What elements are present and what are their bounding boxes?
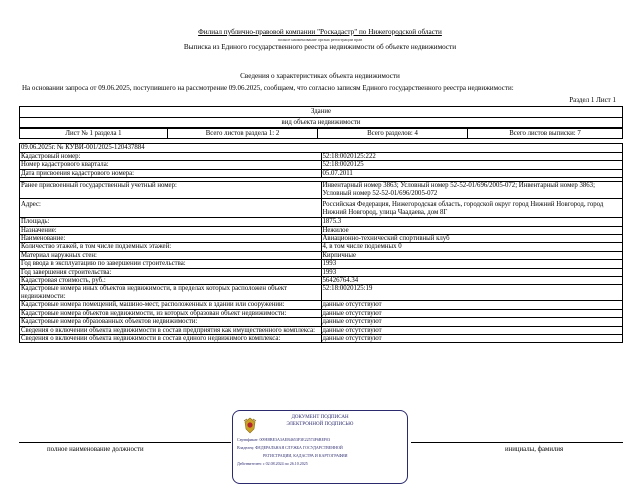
table-row: [20, 161, 623, 169]
sheet-total: Всего листов раздела 1: 2: [168, 129, 318, 138]
stamp-owner: Владелец: ФЕДЕРАЛЬНАЯ СЛУЖБА ГОСУДАРСТВЕННОЙ: [237, 445, 343, 450]
row-value: данные отсутствуют: [321, 334, 623, 342]
row-label: Кадастровый номер:: [20, 153, 322, 161]
e-signature-stamp: [232, 410, 408, 484]
position-line: [19, 442, 231, 455]
table-row: [20, 277, 623, 285]
branch-name: Филиал публично-правовой компании "Роскадастр" по Нижегородской области: [198, 28, 442, 36]
stamp-owner-2: РЕГИСТРАЦИИ, КАДАСТРА И КАРТОГРАФИИ: [263, 453, 348, 458]
row-value: Инвентарный номер 3863; Условный номер 52-52-01/696/2005-072; Инвентарный номер 3863; Условный номер 52-52-01/696/2005-072: [321, 182, 623, 199]
sections-total: Всего разделов: 4: [318, 129, 468, 138]
row-value: Российская Федерация, Нижегородская область, городской округ город Нижний Новгород, город Нижний Новгород, улица Чаадаева, дом 8Г: [321, 199, 623, 218]
row-value: Нежилое: [321, 226, 623, 234]
row-value: 52:18:0020125: [321, 161, 623, 169]
row-label: Назначение:: [20, 226, 322, 234]
section-number: Раздел 1 Лист 1: [569, 96, 616, 104]
row-label: Год ввода в эксплуатацию по завершении строительства:: [20, 260, 322, 268]
table-row: [20, 251, 623, 259]
table-row: [20, 260, 623, 268]
row-value: 52:18:0020125:222: [321, 153, 623, 161]
object-type-label: вид объекта недвижимости: [20, 117, 622, 128]
row-value: данные отсутствуют: [321, 318, 623, 326]
row-value: 52:18:0020125:19: [321, 285, 623, 301]
object-type-box: [19, 106, 623, 128]
name-label: инициалы, фамилия: [505, 446, 564, 453]
row-label: Количество этажей, в том числе подземных этажей:: [20, 243, 322, 251]
table-row: [20, 199, 623, 218]
table-row: [20, 285, 623, 301]
object-type: Здание: [310, 108, 331, 115]
table-row: [20, 153, 623, 161]
row-label: Кадастровые номера помещений, машино-мест, расположенных в здании или сооружении:: [20, 301, 322, 309]
row-label: Сведения о включении объекта недвижимости в состав предприятия как имущественного комплекса:: [20, 326, 322, 334]
table-row: [20, 235, 623, 243]
position-label: полное наименование должности: [47, 446, 144, 453]
table-row: [20, 182, 623, 199]
row-value: 05.07.2011: [321, 169, 623, 177]
row-value: Авиационно-технический спортивный клуб: [321, 235, 623, 243]
row-label: Наименование:: [20, 235, 322, 243]
row-value: данные отсутствуют: [321, 326, 623, 334]
extract-sheets-total: Всего листов выписки: 7: [509, 130, 581, 137]
table-row: [20, 226, 623, 234]
table-row: [20, 268, 623, 276]
table-row: [20, 318, 623, 326]
row-label: Сведения о включении объекта недвижимости в состав единого недвижимого комплекса:: [20, 334, 322, 342]
row-value: 1993: [321, 268, 623, 276]
row-value: данные отсутствуют: [321, 309, 623, 317]
row-label: Кадастровые номера объектов недвижимости, из которых образован объект недвижимости:: [20, 309, 322, 317]
document-title: Выписка из Единого государственного реестра недвижимости об объекте недвижимости: [183, 43, 457, 51]
row-value: Кирпичные: [321, 251, 623, 259]
table-row: [20, 301, 623, 309]
sheet-info-row: [19, 128, 623, 139]
table-row: [20, 309, 623, 317]
table-row: [20, 243, 623, 251]
row-label: Адрес:: [20, 199, 322, 218]
table-row: [20, 144, 623, 153]
request-text: На основании запроса от 09.06.2025, поступившего на рассмотрение 09.06.2025, сообщаем, что согласно записям Единого государственного реестра недвижимости:: [22, 84, 514, 92]
branch-note: полное наименование органа регистрации прав: [277, 37, 363, 42]
request-number: 09.06.2025г. № КУВИ-001/2025-120437884: [20, 144, 623, 153]
row-value: 56426764.34: [321, 277, 623, 285]
row-label: Кадастровые номера иных объектов недвижимости, в пределах которых расположен объект недвижимости:: [20, 285, 322, 301]
row-label: Дата присвоения кадастрового номера:: [20, 169, 322, 177]
name-line: [411, 442, 623, 455]
row-label: Год завершения строительства:: [20, 268, 322, 276]
stamp-title: ДОКУМЕНТ ПОДПИСАН: [291, 415, 349, 420]
stamp-valid: Действителен: с 02.08.2024 по 26.10.2025: [237, 461, 308, 466]
row-value: 1875.3: [321, 218, 623, 226]
row-label: Кадастровая стоимость, руб.:: [20, 277, 322, 285]
row-value: 1993: [321, 260, 623, 268]
row-value: 4, в том числе подземных 0: [321, 243, 623, 251]
row-value: данные отсутствуют: [321, 301, 623, 309]
table-row: [20, 169, 623, 177]
row-label: Номер кадастрового квартала:: [20, 161, 322, 169]
row-label: Материал наружных стен:: [20, 251, 322, 259]
row-label: Ранее присвоенный государственный учетный номер:: [20, 182, 322, 199]
sheet-number: Лист № 1 раздела 1: [20, 129, 168, 138]
row-label: Площадь:: [20, 218, 322, 226]
section-title: Сведения о характеристиках объекта недвижимости: [240, 72, 400, 80]
stamp-subtitle: ЭЛЕКТРОННОЙ ПОДПИСЬЮ: [286, 422, 354, 427]
table-row: [20, 218, 623, 226]
table-row: [20, 326, 623, 334]
row-label: Кадастровые номера образованных объектов недвижимости:: [20, 318, 322, 326]
characteristics-table: [19, 143, 623, 343]
table-row: [20, 334, 623, 342]
stamp-cert: Сертификат: 009E8BE3A3AEB4653F3E22574F6BEF03: [237, 437, 331, 442]
